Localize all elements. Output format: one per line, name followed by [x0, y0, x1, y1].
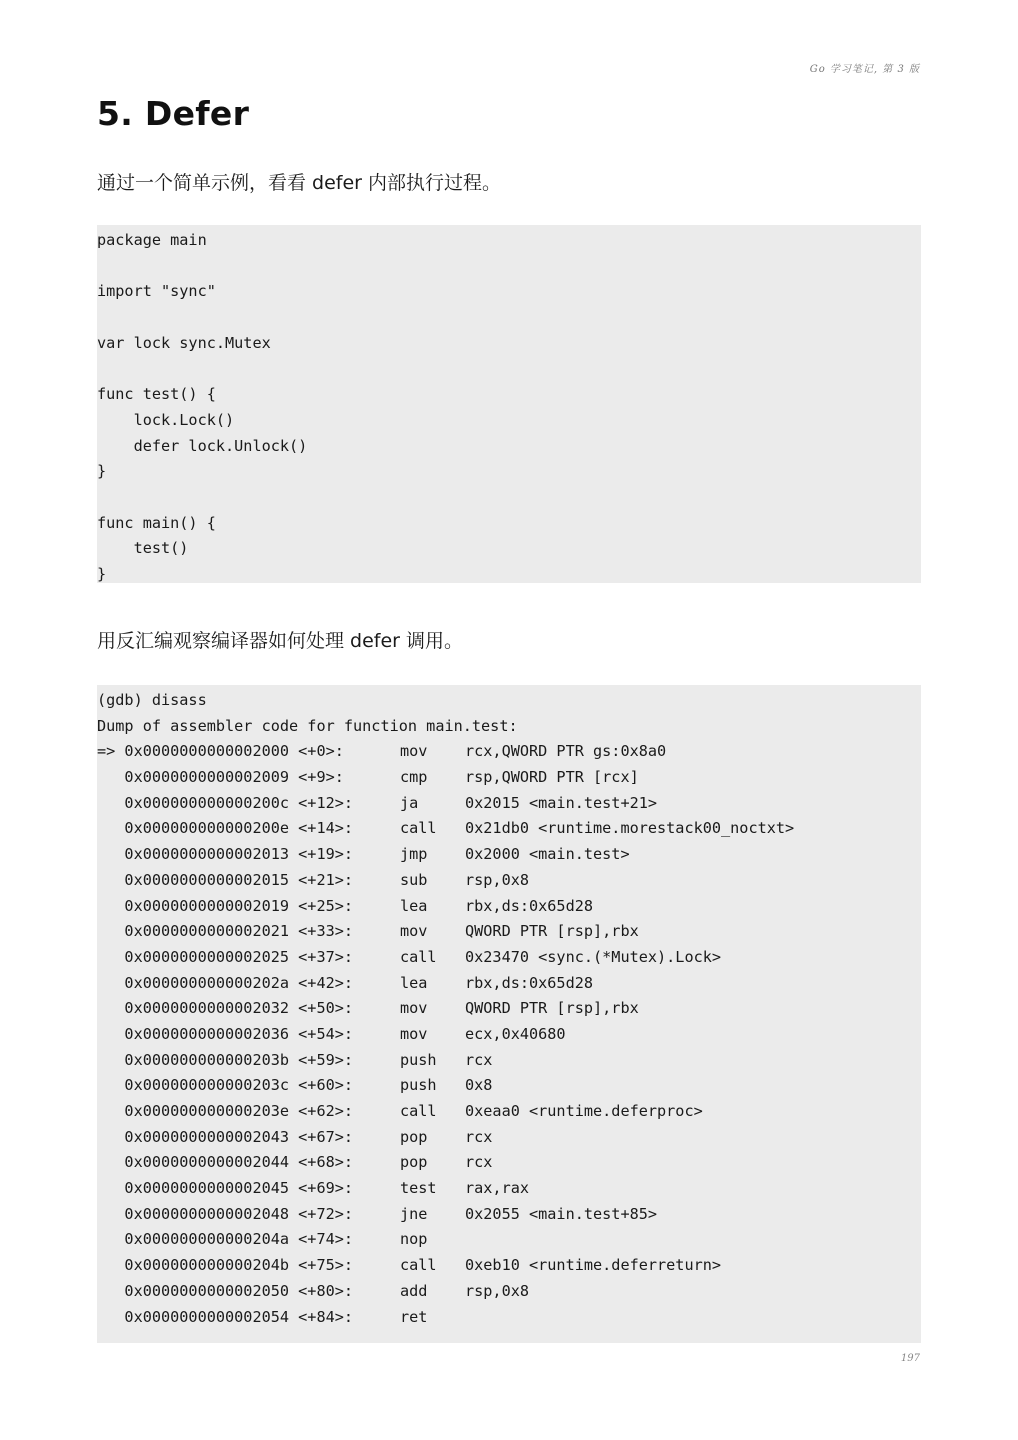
code-line: } [97, 462, 107, 481]
asm-address: 0x000000000000204a <+74>: [97, 1230, 354, 1249]
asm-instruction-line [97, 996, 921, 1022]
asm-instruction-line [97, 816, 921, 842]
code-line [97, 485, 921, 511]
asm-opcode: jne [400, 1204, 428, 1223]
asm-operands: rsp,0x8 [465, 870, 530, 889]
asm-instruction-line [97, 919, 921, 945]
asm-operands: 0x23470 <sync.(*Mutex).Lock> [465, 947, 722, 966]
asm-operands: 0x2000 <main.test> [465, 845, 630, 864]
code-line: package main [97, 231, 207, 249]
asm-operands: QWORD PTR [rsp],rbx [465, 922, 639, 941]
asm-operands: 0xeaa0 <runtime.deferproc> [465, 1102, 703, 1120]
asm-opcode: call [400, 1256, 437, 1275]
disasm-paragraph: 用反汇编观察编译器如何处理 defer 调用。 [97, 630, 464, 652]
asm-address: 0x000000000000204b <+75>: [97, 1256, 354, 1275]
asm-operands: rax,rax [465, 1179, 530, 1198]
asm-instruction-line [97, 1305, 921, 1331]
asm-operands: 0x8 [465, 1076, 493, 1095]
asm-opcode: push [400, 1076, 437, 1095]
asm-instruction-line [97, 1227, 921, 1253]
asm-address: 0x0000000000002025 <+37>: [97, 947, 354, 966]
asm-opcode: nop [400, 1230, 428, 1249]
asm-instruction-line [97, 971, 921, 997]
asm-address: 0x0000000000002043 <+67>: [97, 1127, 354, 1146]
asm-opcode: test [400, 1179, 437, 1198]
asm-operands: 0x2015 <main.test+21> [465, 793, 658, 812]
asm-opcode: ret [400, 1307, 428, 1326]
asm-instruction-line [97, 945, 921, 971]
asm-instruction-line [97, 1099, 921, 1125]
asm-opcode: push [400, 1050, 437, 1069]
asm-address: 0x0000000000002032 <+50>: [97, 999, 354, 1018]
asm-address: 0x0000000000002048 <+72>: [97, 1204, 354, 1223]
intro-paragraph: 通过一个简单示例，看看 defer 内部执行过程。 [97, 172, 502, 194]
code-line: import "sync" [97, 282, 216, 301]
asm-address: 0x000000000000203e <+62>: [97, 1102, 354, 1120]
asm-address: 0x0000000000002009 <+9>: [97, 768, 344, 787]
asm-instruction-line [97, 1150, 921, 1176]
asm-opcode: lea [400, 973, 428, 992]
code-line: defer lock.Unlock() [97, 436, 308, 455]
asm-operands: rcx [465, 1127, 493, 1146]
asm-instruction-line [97, 765, 921, 791]
asm-opcode: mov [400, 1024, 428, 1043]
asm-instruction-line [97, 1253, 921, 1279]
asm-address: 0x0000000000002021 <+33>: [97, 922, 354, 941]
asm-opcode: ja [400, 793, 419, 812]
asm-instruction-line [97, 1073, 921, 1099]
asm-operands: 0x21db0 <runtime.morestack00_noctxt> [465, 819, 795, 838]
gdb-header-line: (gdb) disass [97, 691, 207, 709]
asm-address: 0x0000000000002044 <+68>: [97, 1153, 354, 1172]
asm-operands: rsp,QWORD PTR [rcx] [465, 768, 639, 787]
code-line: } [97, 564, 107, 583]
code-line: lock.Lock() [97, 410, 235, 429]
asm-address: 0x000000000000200c <+12>: [97, 793, 354, 812]
asm-opcode: sub [400, 870, 428, 889]
asm-instruction-line [97, 1125, 921, 1151]
asm-address: 0x000000000000203c <+60>: [97, 1076, 354, 1095]
asm-operands: rbx,ds:0x65d28 [465, 973, 594, 992]
asm-address: 0x000000000000200e <+14>: [97, 819, 354, 838]
asm-address: 0x0000000000002050 <+80>: [97, 1281, 354, 1300]
asm-instruction-line [97, 1176, 921, 1202]
asm-address: 0x0000000000002019 <+25>: [97, 896, 354, 915]
asm-instruction-line [97, 868, 921, 894]
asm-instruction-line [97, 739, 921, 765]
asm-address: 0x0000000000002054 <+84>: [97, 1307, 354, 1326]
asm-operands: QWORD PTR [rsp],rbx [465, 999, 639, 1018]
code-line [97, 356, 921, 382]
code-line [97, 254, 921, 280]
asm-operands: rcx,QWORD PTR gs:0x8a0 [465, 742, 667, 761]
page-number: 197 [900, 1353, 920, 1364]
asm-operands: rcx [465, 1153, 493, 1172]
asm-address: => 0x0000000000002000 <+0>: [97, 742, 344, 761]
asm-opcode: jmp [400, 845, 428, 864]
chapter-title: 5. Defer [97, 94, 250, 133]
asm-instruction-line [97, 1022, 921, 1048]
asm-address: 0x0000000000002015 <+21>: [97, 870, 354, 889]
asm-opcode: call [400, 1102, 437, 1120]
code-line: func main() { [97, 513, 216, 532]
asm-instruction-line [97, 1279, 921, 1305]
running-header: Go 学习笔记, 第 3 版 [809, 64, 920, 75]
asm-instruction-line [97, 1202, 921, 1228]
asm-operands: 0xeb10 <runtime.deferreturn> [465, 1256, 722, 1275]
go-code-block [97, 225, 921, 583]
asm-opcode: pop [400, 1127, 428, 1146]
asm-operands: rbx,ds:0x65d28 [465, 896, 594, 915]
asm-instruction-line [97, 1048, 921, 1074]
asm-address: 0x0000000000002036 <+54>: [97, 1024, 354, 1043]
asm-opcode: mov [400, 742, 428, 761]
code-line: func test() { [97, 385, 216, 404]
asm-instruction-line [97, 791, 921, 817]
asm-opcode: add [400, 1281, 428, 1300]
asm-address: 0x0000000000002045 <+69>: [97, 1179, 354, 1198]
asm-opcode: cmp [400, 768, 428, 787]
asm-address: 0x000000000000203b <+59>: [97, 1050, 354, 1069]
asm-operands: ecx,0x40680 [465, 1024, 566, 1043]
asm-opcode: mov [400, 999, 428, 1018]
gdb-disassembly-block [97, 685, 921, 1343]
code-line: test() [97, 539, 189, 558]
code-line [97, 305, 921, 331]
asm-instruction-line [97, 842, 921, 868]
asm-opcode: call [400, 819, 437, 838]
asm-opcode: mov [400, 922, 428, 941]
asm-opcode: pop [400, 1153, 428, 1172]
asm-instruction-line [97, 894, 921, 920]
asm-address: 0x0000000000002013 <+19>: [97, 845, 354, 864]
asm-operands: rcx [465, 1050, 493, 1069]
asm-opcode: lea [400, 896, 428, 915]
asm-opcode: call [400, 947, 437, 966]
asm-operands: 0x2055 <main.test+85> [465, 1204, 658, 1223]
gdb-header-line: Dump of assembler code for function main.test: [97, 716, 518, 735]
code-line: var lock sync.Mutex [97, 333, 271, 352]
asm-operands: rsp,0x8 [465, 1281, 530, 1300]
asm-address: 0x000000000000202a <+42>: [97, 973, 354, 992]
